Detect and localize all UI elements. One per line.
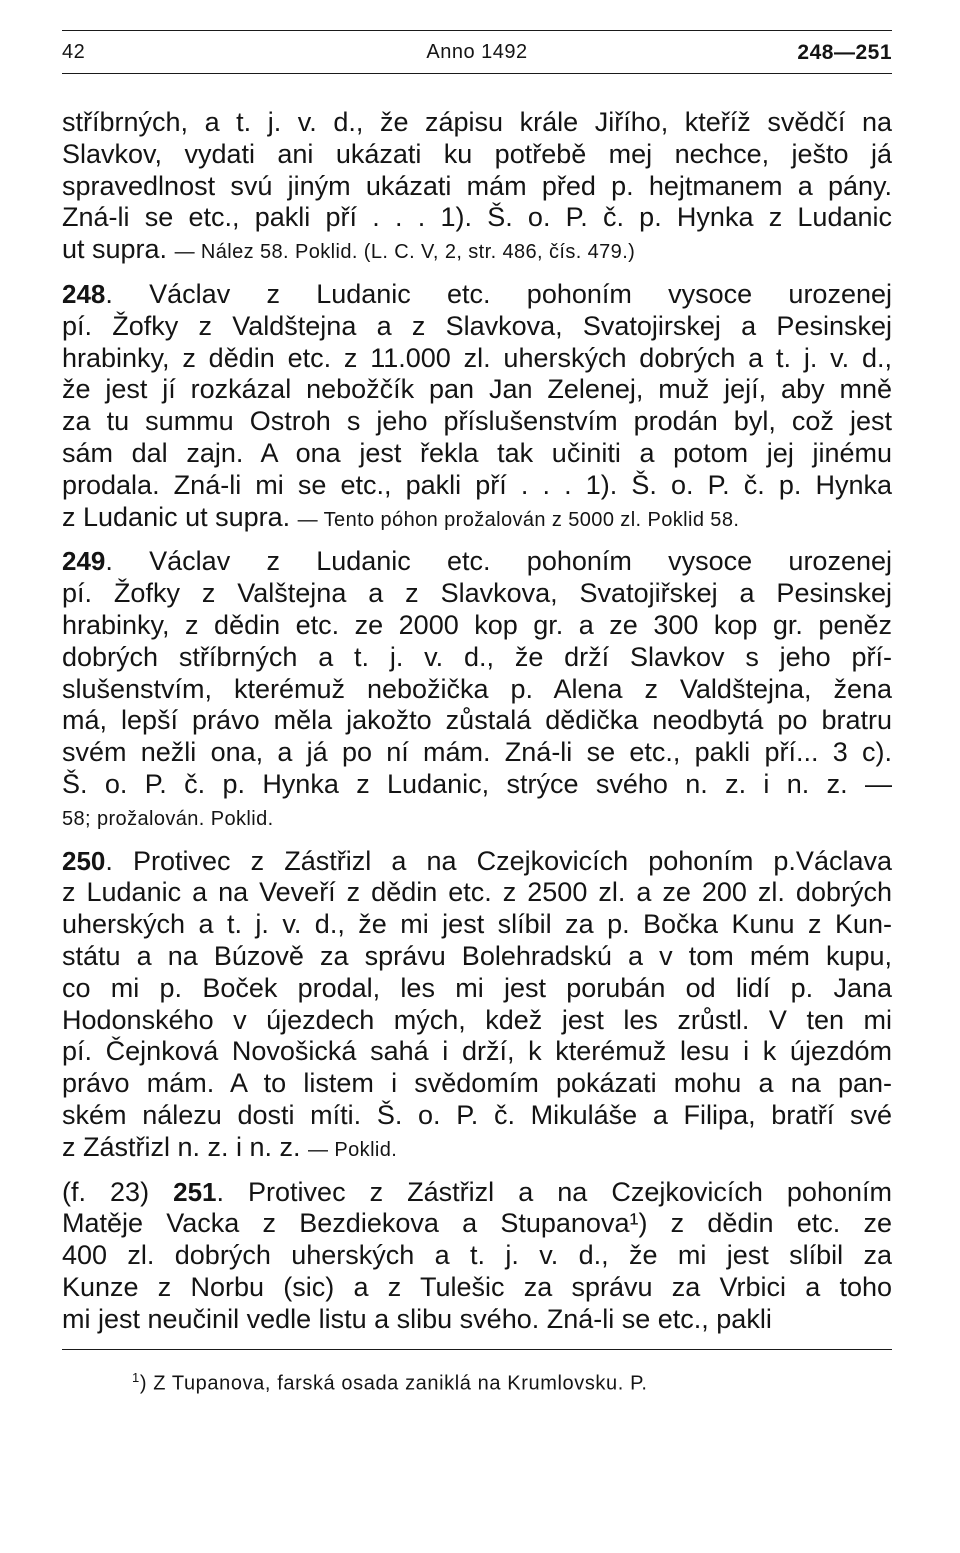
line-text: stříbrných, a t. j. v. d., že zápisu krále Jiřího, kteříž svědčí na [62, 107, 892, 137]
text-line [62, 438, 892, 470]
text-line [62, 1304, 892, 1336]
line-text: sám dal zajn. A ona jest řekla tak učiniti a potom jej jinému [62, 437, 892, 468]
text-line [62, 1272, 892, 1304]
editorial-note: — Tento póhon prožalován z 5000 zl. Poklid 58. [297, 508, 740, 531]
text-line [62, 374, 892, 406]
running-header [62, 31, 892, 73]
entry-paragraph [62, 546, 892, 835]
line-text: státu a na Búzově za správu Bolehradskú a v tom mém kupu, [62, 940, 892, 971]
line-text: svém nežli ona, a já po ní mám. Zná-li se etc., pakli pří... 3 c). [62, 737, 892, 768]
text-line [62, 642, 892, 674]
entry-paragraph [62, 846, 892, 1167]
editorial-note: — Nález 58. Poklid. (L. C. V, 2, str. 486, čís. 479.) [174, 241, 636, 264]
footnote-rule [62, 1349, 892, 1350]
line-text: . Protivec z Zástřizl a na Czejkovicích pohoním [216, 1176, 892, 1207]
text-line [62, 234, 892, 269]
line-text: . Václav z Ludanic etc. pohoním vysoce urozenej [105, 546, 892, 577]
text-line [62, 1100, 892, 1132]
text-line [62, 1005, 892, 1037]
footnote-text: ) Z Tupanova, farská osada zaniklá na Krumlovsku. P. [139, 1373, 648, 1396]
paragraph-gap [62, 836, 892, 846]
page [62, 30, 892, 1396]
footnote-marker: 1 [132, 1370, 140, 1386]
line-text: . Václav z Ludanic etc. pohoním vysoce urozenej [105, 278, 892, 309]
text-line [62, 674, 892, 706]
line-text: že jest jí rozkázal nebožčík pan Jan Zelenej, muž její, aby mně [62, 374, 892, 405]
line-text: . Protivec z Zástřizl a na Czejkovicích pohoním p.Václava [105, 845, 892, 876]
text-line [62, 973, 892, 1005]
line-text: mi jest neučinil vedle listu a slibu svého. Zná-li se etc., pakli [62, 1303, 772, 1334]
text-line [62, 171, 892, 203]
text-line [62, 1240, 892, 1272]
entry-paragraph [62, 107, 892, 269]
line-text: hrabinky, z dědin etc. z 11.000 zl. uherských dobrých a t. j. v. d., [62, 342, 892, 373]
line-text: slušenstvím, kterémuž nebožička p. Alena z Valdštejna, žena [62, 673, 892, 704]
text-line [62, 1177, 892, 1209]
line-text: Slavkov, vydati ani ukázati ku potřebě mej nechce, ješto já [62, 138, 892, 169]
line-text: uherských a t. j. v. d., že mi jest slíbil za p. Bočka Kunu z Kun- [62, 909, 892, 940]
line-text: pí. Žofky z Valštejna a z Slavkova, Svatojiřskej a Pesinskej [62, 578, 892, 609]
text-line [62, 139, 892, 171]
text-line [62, 1132, 892, 1167]
line-text: ut supra. [62, 234, 175, 265]
line-text: co mi p. Boček prodal, les mi jest porubán od lidí p. Jana [62, 972, 892, 1003]
text-line [62, 502, 892, 537]
line-text: Š. o. P. č. p. Hynka z Ludanic, strýce svého n. z. i n. z. — [62, 768, 892, 799]
line-text: za tu summu Ostroh s jeho příslušenstvím prodán byl, což jest [62, 406, 892, 437]
entry-paragraph [62, 1177, 892, 1336]
text-line [62, 546, 892, 578]
editorial-note: — Poklid. [308, 1138, 398, 1161]
paragraph-gap [62, 536, 892, 546]
text-line [62, 578, 892, 610]
text-line [62, 279, 892, 311]
entry-number: 248 [62, 278, 106, 309]
text-line [62, 801, 892, 836]
page-number: 42 [62, 41, 86, 63]
line-text: prodala. Zná-li mi se etc., pakli pří . . . 1). Š. o. P. č. p. Hynka [62, 469, 892, 500]
line-text: z Ludanic a na Veveří z dědin etc. z 2500 zl. a ze 200 zl. dobrých [62, 877, 892, 908]
text-line [62, 1068, 892, 1100]
text-line [62, 877, 892, 909]
text-line [62, 705, 892, 737]
line-text: z Ludanic ut supra. [62, 501, 298, 532]
entry-range: 248—251 [797, 41, 892, 64]
text-line [62, 941, 892, 973]
text-line [62, 737, 892, 769]
line-text: má, lepší právo měla jakožto zůstalá dědička neodbytá po bratru [62, 705, 892, 736]
text-line [62, 406, 892, 438]
entry-paragraph [62, 279, 892, 536]
line-text: pí. Žofky z Valdštejna a z Slavkova, Svatojirskej a Pesinskej [62, 310, 892, 341]
header-rule [62, 73, 892, 74]
text-line [62, 846, 892, 878]
paragraph-gap [62, 1167, 892, 1177]
line-text: Kunze z Norbu (sic) a z Tulešic za správu za Vrbici a toho [62, 1271, 892, 1302]
text-line [62, 470, 892, 502]
entry-number: 251 [173, 1176, 217, 1207]
header-title: Anno 1492 [426, 41, 528, 63]
line-text: Matěje Vacka z Bezdiekova a Stupanova¹) z dědin etc. ze [62, 1208, 892, 1239]
line-text: Hodonského v újezdech mých, kdež jest les zrůstl. V ten mi [62, 1004, 892, 1035]
text-line [62, 1036, 892, 1068]
text-line [62, 909, 892, 941]
folio-reference: (f. 23) [62, 1176, 174, 1207]
document-body [62, 107, 892, 1335]
entry-number: 249 [62, 546, 106, 577]
footnote [62, 1370, 892, 1396]
text-line [62, 343, 892, 375]
line-text: 400 zl. dobrých uherských a t. j. v. d., že mi jest slíbil za [62, 1240, 892, 1271]
line-text: hrabinky, z dědin etc. ze 2000 kop gr. a ze 300 kop gr. peněz [62, 609, 892, 640]
editorial-note: 58; prožalován. Poklid. [62, 807, 274, 830]
entry-number: 250 [62, 845, 106, 876]
line-text: právo mám. A to listem i svědomím pokázati mohu a na pan- [62, 1068, 892, 1099]
line-text: Zná-li se etc., pakli pří . . . 1). Š. o. P. č. p. Hynka z Ludanic [62, 202, 892, 233]
line-text: z Zástřizl n. z. i n. z. [62, 1131, 309, 1162]
line-text: dobrých stříbrných a t. j. v. d., že drží Slavkov s jeho pří- [62, 641, 892, 672]
text-line [62, 107, 892, 139]
text-line [62, 1208, 892, 1240]
line-text: spravedlnost svú jiným ukázati mám před p. hejtmanem a pány. [62, 170, 892, 201]
paragraph-gap [62, 269, 892, 279]
text-line [62, 610, 892, 642]
text-line [62, 311, 892, 343]
line-text: ském nálezu dosti míti. Š. o. P. č. Mikuláše a Filipa, bratří své [62, 1099, 892, 1130]
text-line [62, 202, 892, 234]
text-line [62, 769, 892, 801]
line-text: pí. Čejnková Novošická sahá i drží, k kterémuž lesu i k újezdóm [62, 1036, 892, 1067]
